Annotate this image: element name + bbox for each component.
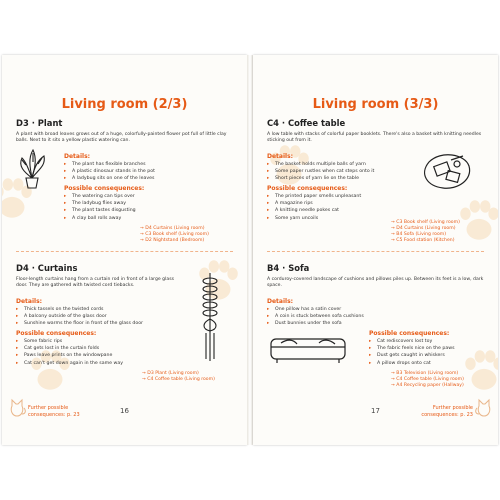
page-title: Living room (3/3): [312, 97, 439, 112]
list-item: ▸ The printed paper smells unpleasant: [267, 193, 361, 200]
page-title: Living room (2/3): [61, 97, 188, 112]
list-item: ▸ A clay ball rolls away: [64, 215, 136, 222]
list-item: ▸ A coin is stuck between sofa cushions: [267, 313, 364, 320]
list-item: ▸ The basket holds multiple balls of yarn: [267, 161, 374, 168]
list-item: ▸ Some yarn uncoils: [267, 215, 361, 222]
section-title: C4 · Coffee table: [267, 118, 346, 128]
section-title: B4 · Sofa: [267, 263, 310, 273]
page-number: 16: [120, 407, 129, 415]
consequences-list: [369, 338, 455, 367]
details-label: Details:: [16, 298, 43, 305]
left-page: [2, 55, 247, 445]
divider: [16, 251, 233, 252]
details-label: Details:: [64, 153, 91, 160]
related-links: [142, 371, 215, 383]
link[interactable]: → D4 Curtains (Living room): [391, 226, 456, 231]
page-number: 17: [371, 407, 380, 415]
consequences-label: Possible consequences:: [267, 185, 348, 192]
list-item: ▸ The watering can tips over: [64, 193, 136, 200]
cat-icon: [475, 398, 493, 418]
paw-print-icon: [458, 345, 498, 397]
list-item: ▸ Sunshine warms the floor in front of the glass door: [16, 320, 143, 327]
divider: [267, 251, 484, 252]
list-item: ▸ Cat rediscovers lost toy: [369, 338, 455, 345]
section-description: A corduroy-covered landscape of cushions and pillows piles up. Between its feet is a low, dark space.: [267, 277, 484, 289]
details-list: [267, 306, 364, 328]
list-item: ▸ A plastic dinosaur stands in the pot: [64, 168, 155, 175]
related-links: [391, 220, 460, 244]
details-list: [64, 161, 155, 183]
cat-icon: [8, 398, 26, 418]
link[interactable]: → C3 Book shelf (Living room): [140, 232, 209, 237]
link[interactable]: → B4 Sofa (Living room): [391, 232, 447, 237]
list-item: ▸ The plant has flexible branches: [64, 161, 155, 168]
consequences-list: [267, 193, 361, 222]
list-item: ▸ A knitting needle pokes cat: [267, 207, 361, 214]
section-description: A low table with stacks of colorful paper booklets. There's also a basket with knitting needles sticking out from it.: [267, 132, 482, 144]
list-item: ▸ Thick tassels on the twisted cords: [16, 306, 143, 313]
link[interactable]: → D2 Nightstand (Bedroom): [140, 238, 205, 243]
list-item: ▸ The ladybug flies away: [64, 200, 136, 207]
list-item: ▸ One pillow has a satin cover: [267, 306, 364, 313]
list-item: ▸ Dust bunnies under the sofa: [267, 320, 364, 327]
link[interactable]: → B3 Television (Living room): [391, 371, 459, 376]
section-description: A plant with broad leaves grows out of a huge, colorfully-painted flower pot full of little clay balls. Next to it sits a yellow plastic watering can.: [16, 132, 227, 144]
list-item: ▸ Cat gets lost in the curtain folds: [16, 345, 123, 352]
list-item: ▸ The fabric feels nice on the paws: [369, 345, 455, 352]
list-item: ▸ Some fabric rips: [16, 338, 123, 345]
curtains-icon: [198, 271, 222, 363]
details-label: Details:: [267, 153, 294, 160]
list-item: ▸ Some paper rustles when cat steps onto it: [267, 168, 374, 175]
plant-icon: [16, 148, 48, 190]
section-title: D4 · Curtains: [16, 263, 78, 273]
link[interactable]: → C4 Coffee table (Living room): [142, 377, 215, 382]
footer-note: Further possible consequences: p. 23: [28, 405, 80, 418]
list-item: ▸ Short pieces of yarn lie on the table: [267, 175, 374, 182]
consequences-label: Possible consequences:: [64, 185, 145, 192]
coffee-table-icon: [421, 152, 473, 192]
list-item: ▸ A magazine rips: [267, 200, 361, 207]
details-list: [16, 306, 143, 328]
sofa-icon: [267, 335, 349, 365]
link[interactable]: → C3 Book shelf (Living room): [391, 220, 460, 225]
list-item: ▸ Paws leave prints on the windowpane: [16, 352, 123, 359]
list-item: ▸ A balcony outside of the glass door: [16, 313, 143, 320]
section-description: Floor-length curtains hang from a curtain rod in front of a large glass door. They are gathered with twisted cord tiebacks.: [16, 277, 174, 289]
list-item: ▸ Cat can't get down again in the same way: [16, 360, 123, 367]
list-item: ▸ A ladybug sits on one of the leaves: [64, 175, 155, 182]
link[interactable]: → D4 Curtains (Living room): [140, 226, 205, 231]
right-page: [253, 55, 498, 445]
section-title: D3 · Plant: [16, 118, 63, 128]
link[interactable]: → C4 Coffee table (Living room): [391, 377, 464, 382]
link[interactable]: → A4 Recycling paper (Hallway): [391, 383, 464, 388]
related-links: [391, 371, 464, 389]
details-list: [267, 161, 374, 183]
link[interactable]: → D3 Plant (Living room): [142, 371, 199, 376]
footer-note: Further possible consequences: p. 23: [421, 405, 473, 418]
list-item: ▸ Dust gets caught in whiskers: [369, 352, 455, 359]
list-item: ▸ The plant tastes disgusting: [64, 207, 136, 214]
consequences-label: Possible consequences:: [369, 330, 450, 337]
consequences-list: [16, 338, 123, 367]
details-label: Details:: [267, 298, 294, 305]
consequences-list: [64, 193, 136, 222]
list-item: ▸ A pillow drops onto cat: [369, 360, 455, 367]
consequences-label: Possible consequences:: [16, 330, 97, 337]
link[interactable]: → C5 Food station (Kitchen): [391, 238, 455, 243]
related-links: [140, 226, 209, 244]
